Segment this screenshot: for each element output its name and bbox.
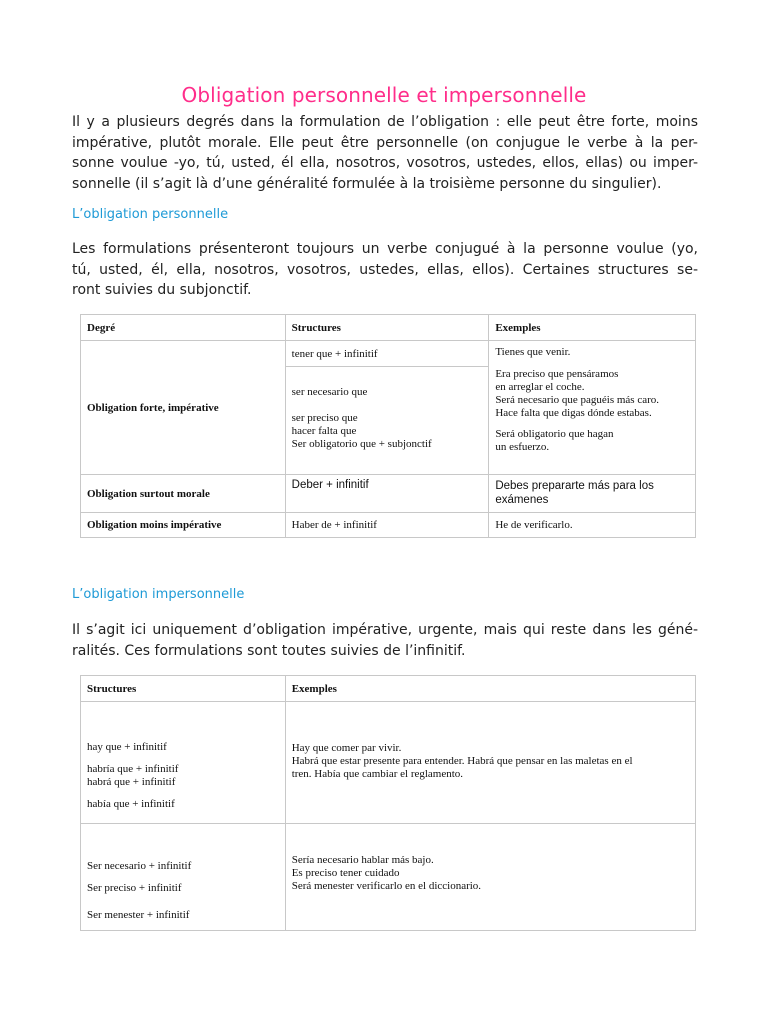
- structure-line: habrá que + infinitif: [87, 776, 176, 788]
- table-row: [81, 824, 696, 931]
- section1-line: tú, usted, él, ella, nosotros, vosotros, ustedes, ellas, ellos). Certaines structures se-: [72, 261, 698, 278]
- header-structures: Structures: [285, 315, 489, 341]
- table-impersonnelle: [80, 675, 696, 931]
- example-line: Tienes que venir.: [495, 346, 571, 358]
- section-heading-impersonnelle: L’obligation impersonnelle: [72, 587, 245, 602]
- example-line: Habrá que estar presente para entender. Habrá que pensar en las maletas en el: [291, 755, 633, 767]
- example-line: Será obligatorio que hagan: [495, 428, 614, 440]
- table-row: [81, 513, 696, 538]
- example-line: Sería necesario hablar más bajo.: [291, 854, 434, 866]
- structure-cell: [81, 702, 286, 824]
- intro-line: impérative, plutôt morale. Elle peut être personnelle (on conjugue le verbe à la per-: [72, 134, 698, 151]
- section1-line: Les formulations présenteront toujours un verbe conjugué à la personne voulue (yo,: [72, 241, 698, 257]
- header-exemples: Exemples: [285, 676, 695, 702]
- structure-line: Ser obligatorio que + subjonctif: [291, 438, 432, 450]
- example-line: Era preciso que pensáramos: [495, 368, 619, 380]
- table-header-row: [81, 315, 696, 341]
- structure-line: hay que + infinitif: [87, 741, 167, 753]
- section2-line: ralités. Ces formulations sont toutes suivies de l’infinitif.: [72, 642, 466, 659]
- section-heading-personnelle: L’obligation personnelle: [72, 207, 229, 222]
- example-line: tren. Había que cambiar el reglamento.: [291, 768, 464, 780]
- structure-cell: Deber + infinitif: [285, 475, 489, 513]
- structure-cell: Haber de + infinitif: [285, 513, 489, 538]
- intro-line: sonne voulue -yo, tú, usted, él ella, nosotros, vosotros, ustedes, ellos, ellas) ou imper-: [72, 155, 698, 171]
- structure-cell: tener que + infinitif: [285, 341, 489, 367]
- structure-line: Ser menester + infinitif: [87, 909, 190, 921]
- structure-line: habría que + infinitif: [87, 763, 179, 775]
- degree-cell: Obligation forte, impérative: [81, 341, 286, 475]
- example-line: Será menester verificarlo en el diccionario.: [291, 880, 482, 892]
- example-line: un esfuerzo.: [495, 441, 550, 453]
- structure-line: había que + infinitif: [87, 798, 175, 810]
- table-header-row: [81, 676, 696, 702]
- table-row: [81, 475, 696, 513]
- example-cell: Debes prepararte más para los exámenes: [489, 475, 696, 513]
- section1-paragraph: [72, 239, 698, 301]
- example-line: en arreglar el coche.: [495, 381, 585, 393]
- degree-cell: Obligation surtout morale: [81, 475, 286, 513]
- header-structures: Structures: [81, 676, 286, 702]
- intro-line: sonnelle (il s’agit là d’une généralité formulée à la troisième personne du singulier).: [72, 175, 662, 192]
- example-line: Es preciso tener cuidado: [291, 867, 400, 879]
- structure-cell: [81, 824, 286, 931]
- structure-line: Ser preciso + infinitif: [87, 882, 182, 894]
- table-row: [81, 341, 696, 367]
- example-cell: [489, 341, 696, 475]
- page-title: Obligation personnelle et impersonnelle: [181, 83, 587, 108]
- example-line: Será necesario que paguéis más caro.: [495, 394, 660, 406]
- structure-line: Ser necesario + infinitif: [87, 860, 192, 872]
- intro-paragraph: [72, 112, 698, 194]
- degree-cell: Obligation moins impérative: [81, 513, 286, 538]
- example-cell: [285, 824, 695, 931]
- example-cell: He de verificarlo.: [489, 513, 696, 538]
- section1-line: ront suivies du subjonctif.: [72, 282, 252, 298]
- example-line: Hace falta que digas dónde estabas.: [495, 407, 652, 419]
- header-degre: Degré: [81, 315, 286, 341]
- header-exemples: Exemples: [489, 315, 696, 341]
- table-personnelle: [80, 314, 696, 538]
- table-row: [81, 702, 696, 824]
- section2-paragraph: [72, 620, 698, 661]
- example-cell: [285, 702, 695, 824]
- example-line: Hay que comer par vivir.: [291, 742, 402, 754]
- structure-line: ser preciso que: [291, 412, 358, 424]
- intro-line: Il y a plusieurs degrés dans la formulation de l’obligation : elle peut être forte, moins: [72, 114, 698, 130]
- structure-cell: [285, 367, 489, 475]
- structure-line: hacer falta que: [291, 425, 357, 437]
- structure-line: ser necesario que: [291, 386, 368, 398]
- section2-line: Il s’agit ici uniquement d’obligation impérative, urgente, mais qui reste dans les géné-: [72, 622, 698, 638]
